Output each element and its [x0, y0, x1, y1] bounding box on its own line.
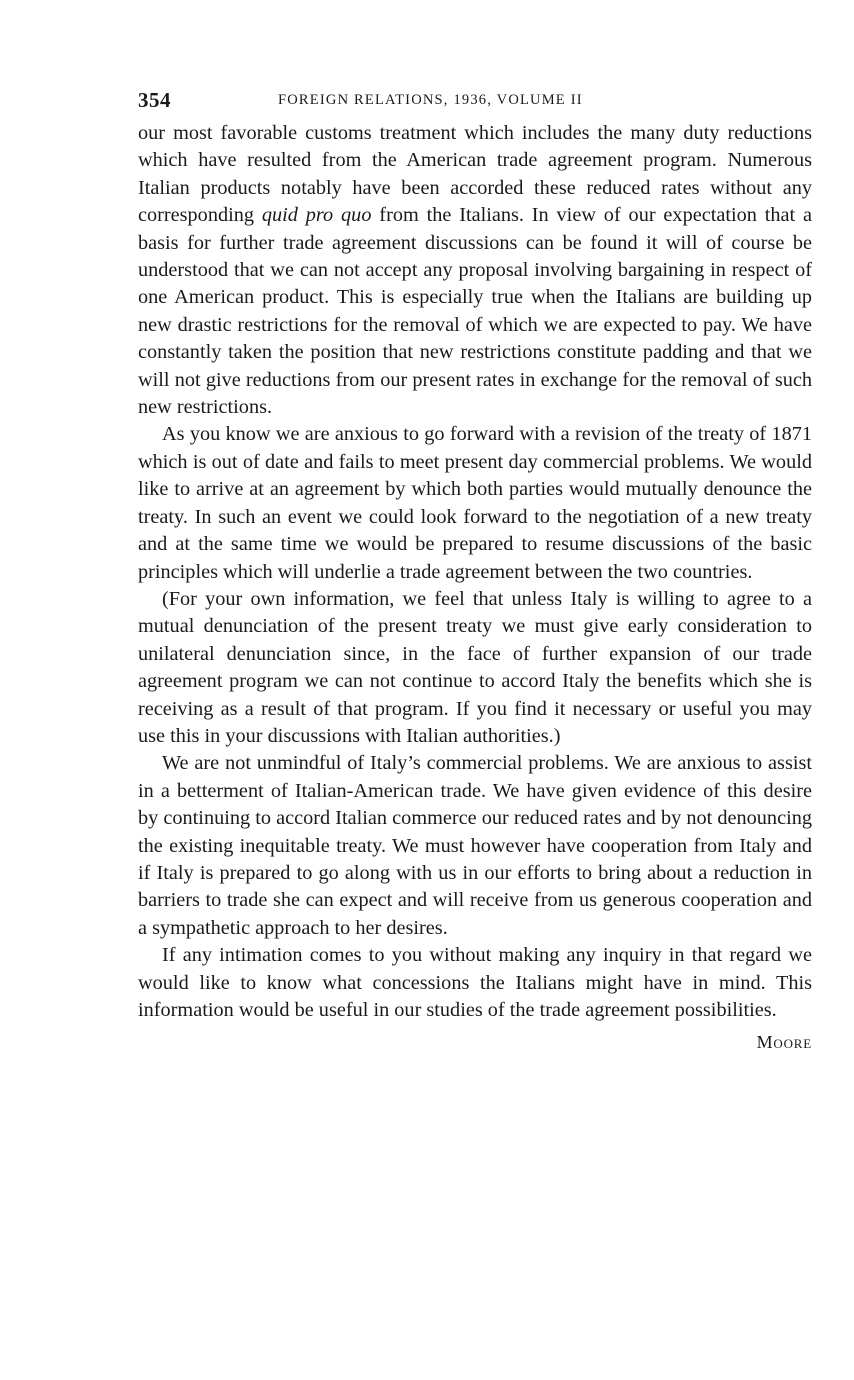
paragraph-3: (For your own information, we feel that unless Italy is willing to agree to a mutual denunciation of the present treaty we must give early consideration to unilateral denunciation since, in the face of further expansion of our trade agreement program we can not continue to accord Italy the benefits which she is receiving as a result of that program. If you find it necessary or useful you may use this in your discussions with Italian authorities.)	[138, 587, 812, 747]
paragraph-5: If any intimation comes to you without making any inquiry in that regard we would like to know what concessions the Italians might have in mind. This information would be useful in our studies of the trade agreement possibilities.	[138, 944, 812, 1021]
latin-phrase: quid pro quo	[261, 204, 372, 227]
signature: Moore	[756, 1032, 812, 1053]
paragraph-1	[138, 120, 812, 421]
body-text	[138, 120, 812, 1024]
paragraph-1-before: our most favorable customs treatment which includes the many duty reductions which have resulted from the American trade agreement program. Numerous Italian products notably have been accorded these reduced rates without any corresponding	[138, 122, 812, 227]
paragraph-2: As you know we are anxious to go forward with a revision of the treaty of 1871 which is out of date and fails to meet present day commercial problems. We would like to arrive at an agreement by which both parties would mutually denounce the treaty. In such an event we could look forward to the negotiation of a new treaty and at the same time we would be prepared to resume discussions of the basic principles which will underlie a trade agreement between the two countries.	[138, 423, 812, 583]
paragraph-1-after: from the Italians. In view of our expectation that a basis for further trade agreement discussions can be found it will of course be understood that we can not accept any proposal involving bargaining in respect of one American product. This is especially true when the Italians are building up new drastic restrictions for the removal of which we are expected to pay. We have constantly taken the position that new restrictions constitute padding and that we will not give reductions from our present rates in exchange for the removal of such new restrictions.	[138, 204, 813, 419]
paragraph-4: We are not unmindful of Italy’s commercial problems. We are anxious to assist in a betterment of Italian-American trade. We have given evidence of this desire by continuing to accord Italian commerce our reduced rates and by not denouncing the existing inequitable treaty. We must however have cooperation from Italy and if Italy is prepared to go along with us in our efforts to bring about a reduction in barriers to trade she can expect and will receive from us generous cooperation and a sympathetic approach to her desires.	[138, 752, 812, 939]
header-title: FOREIGN RELATIONS, 1936, VOLUME II	[278, 92, 583, 108]
document-page	[138, 88, 812, 1053]
running-header	[138, 88, 812, 114]
page-number: 354	[138, 88, 171, 112]
